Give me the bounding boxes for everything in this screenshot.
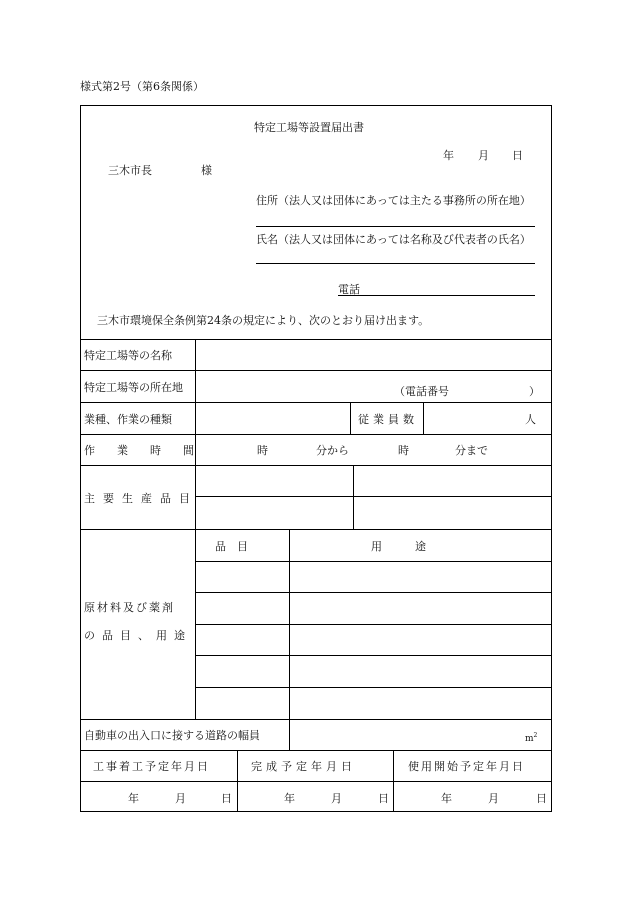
- materials-label-line1: 原材料及び薬剤: [84, 601, 175, 614]
- date-year: 年: [443, 149, 454, 162]
- use-day: 日: [536, 792, 547, 805]
- completion-date-field[interactable]: [238, 782, 392, 811]
- form-title: 特定工場等設置届出書: [254, 121, 364, 134]
- road-width-label: 自動車の出入口に接する道路の幅員: [84, 729, 260, 742]
- material-item-field[interactable]: [196, 562, 288, 591]
- road-width-unit: $m^2$: [525, 732, 538, 744]
- form-label: 様式第2号（第6条関係）: [80, 80, 204, 93]
- complete-month: 月: [331, 792, 342, 805]
- employees-unit: 人: [525, 413, 536, 426]
- address-field-line[interactable]: [256, 226, 535, 227]
- work-hours-label: 作業時間: [84, 444, 216, 457]
- use-start-date-field[interactable]: [394, 782, 551, 811]
- start-year: 年: [128, 792, 139, 805]
- factory-location-field[interactable]: [196, 371, 551, 402]
- complete-year: 年: [284, 792, 295, 805]
- item-column-header: 品 目: [215, 540, 248, 553]
- hour-from: 時: [257, 444, 268, 457]
- material-use-field[interactable]: [290, 593, 551, 623]
- name-label: 氏名（法人又は団体にあっては名称及び代表者の氏名）: [256, 233, 531, 246]
- use-column-header: 用 途: [371, 540, 426, 553]
- product-field-3[interactable]: [196, 497, 352, 528]
- business-type-field[interactable]: [196, 403, 350, 434]
- main-products-label: 主要生産品目: [84, 492, 198, 505]
- start-day: 日: [221, 792, 232, 805]
- factory-location-label: 特定工場等の所在地: [84, 381, 183, 394]
- product-field-2[interactable]: [354, 466, 551, 496]
- rule: [80, 750, 552, 751]
- factory-name-label: 特定工場等の名称: [84, 349, 172, 362]
- material-use-field[interactable]: [290, 656, 551, 686]
- material-item-field[interactable]: [196, 593, 288, 623]
- rule: [80, 529, 552, 530]
- use-year: 年: [441, 792, 452, 805]
- phone-number-open: （電話番号: [394, 385, 449, 398]
- phone-field-line[interactable]: [338, 295, 535, 296]
- road-width-field[interactable]: [290, 720, 520, 750]
- start-month: 月: [175, 792, 186, 805]
- product-field-4[interactable]: [354, 497, 551, 528]
- construction-start-label: 工事着工予定年月日: [93, 760, 210, 773]
- statement: 三木市環境保全条例第24条の規定により、次のとおり届け出ます。: [97, 314, 430, 327]
- date-day: 日: [512, 149, 523, 162]
- material-item-field[interactable]: [196, 688, 288, 718]
- complete-day: 日: [378, 792, 389, 805]
- hour-to: 時: [398, 444, 409, 457]
- employees-field[interactable]: [424, 403, 520, 434]
- construction-start-date-field[interactable]: [81, 782, 236, 811]
- material-item-field[interactable]: [196, 625, 288, 654]
- material-use-field[interactable]: [290, 625, 551, 654]
- completion-label: 完成予定年月日: [251, 760, 356, 773]
- phone-number-close: ）: [529, 385, 540, 398]
- rule: [80, 434, 552, 435]
- use-start-label: 使用開始予定年月日: [408, 760, 525, 773]
- materials-label-line2: の品目、用途: [84, 629, 192, 642]
- use-month: 月: [488, 792, 499, 805]
- material-use-field[interactable]: [290, 688, 551, 718]
- date-month: 月: [478, 149, 489, 162]
- employees-label: 従業員数: [358, 413, 418, 426]
- name-field-line[interactable]: [256, 263, 535, 264]
- rule: [350, 402, 351, 434]
- material-use-field[interactable]: [290, 562, 551, 591]
- addressee: 三木市長: [108, 164, 152, 177]
- factory-name-field[interactable]: [196, 340, 551, 370]
- material-item-field[interactable]: [196, 656, 288, 686]
- phone-label: 電話: [338, 283, 360, 296]
- minute-from: 分から: [316, 444, 349, 457]
- address-label: 住所（法人又は団体にあっては主たる事務所の所在地）: [256, 194, 531, 207]
- product-field-1[interactable]: [196, 466, 352, 496]
- business-type-label: 業種、作業の種類: [84, 413, 172, 426]
- addressee-sama: 様: [201, 164, 212, 177]
- minute-to: 分まで: [455, 444, 488, 457]
